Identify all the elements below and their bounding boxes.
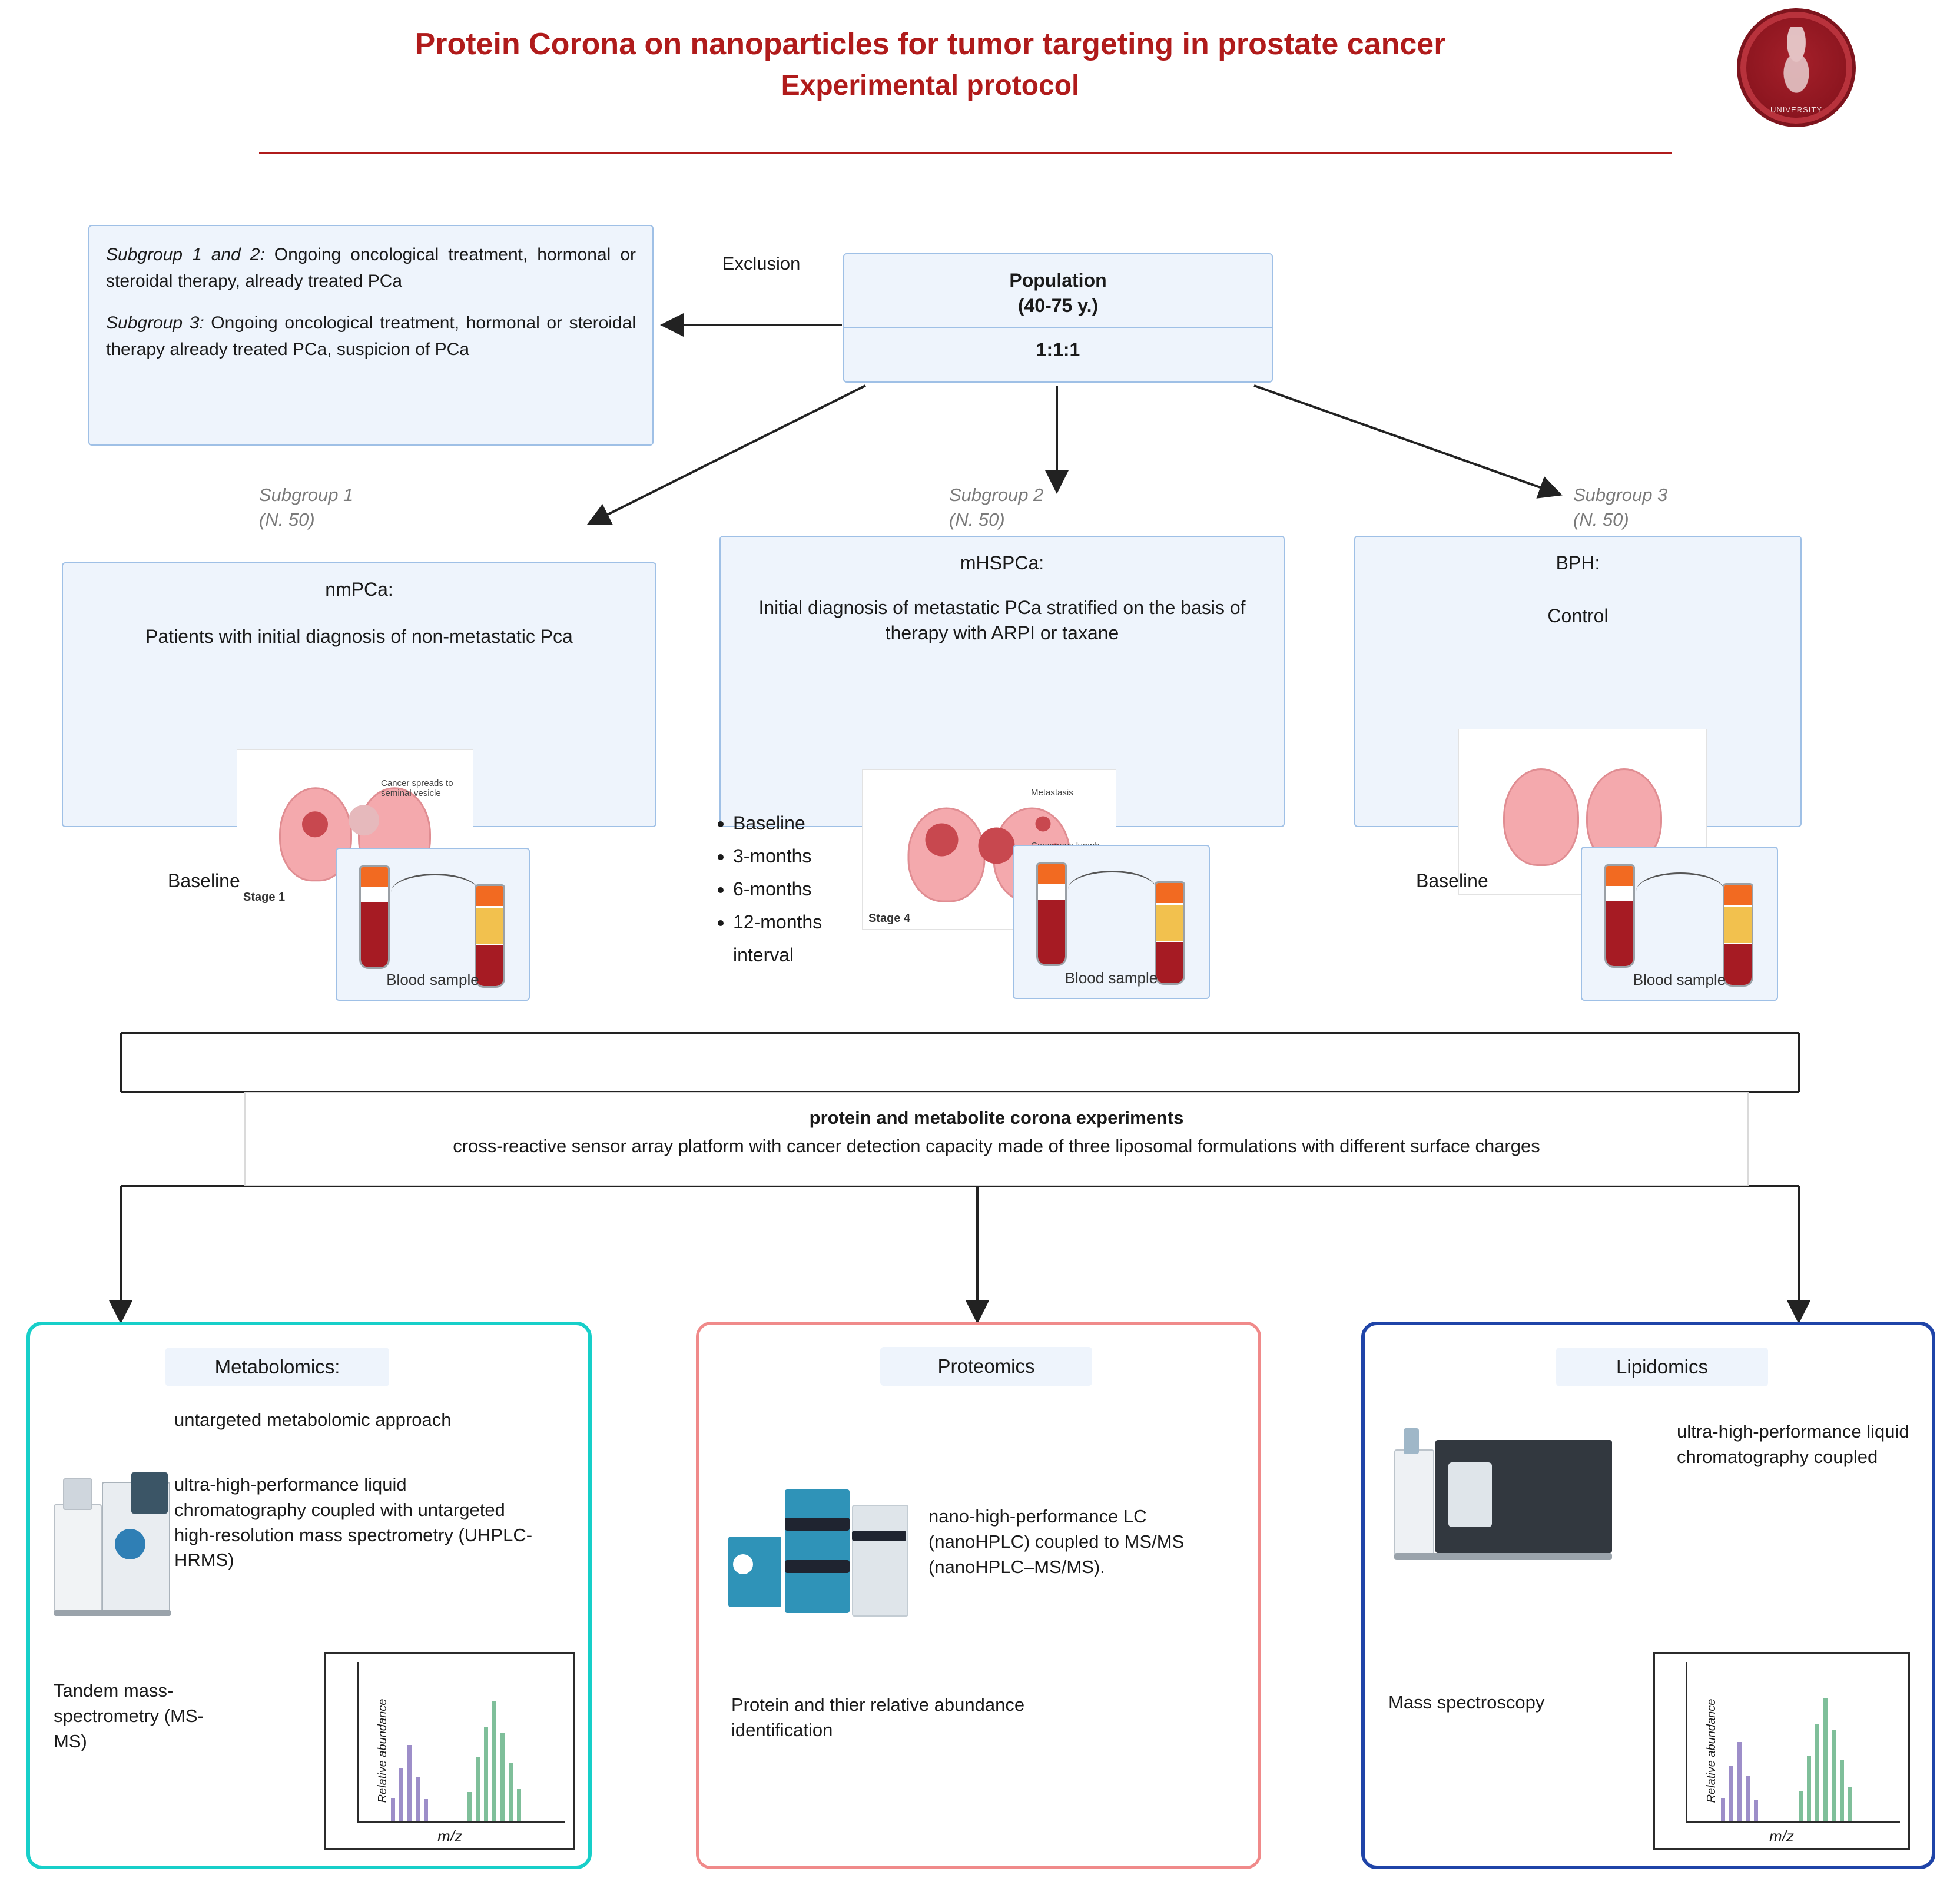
subgroup-1-blood-caption: Blood sample: [386, 971, 479, 988]
subgroup-1-name: Subgroup 1: [259, 485, 354, 505]
lipidomics-line-2: Mass spectroscopy: [1388, 1692, 1545, 1713]
subgroup-2-count: (N. 50): [949, 509, 1005, 530]
subgroup-3-timepoint-label: Baseline: [1416, 870, 1488, 891]
lipidomics-spectrum-chart: [1653, 1652, 1910, 1850]
uhplc-instrument-icon: [54, 1472, 189, 1625]
subgroup-2-illustration-note: Metastasis: [1031, 788, 1073, 798]
spectrum-y-label: Relative abundance: [1704, 1698, 1718, 1803]
proteomics-tag: Proteomics: [880, 1347, 1092, 1386]
exclusion-paragraph-2: [106, 310, 636, 363]
population-title: Population: [1009, 270, 1107, 291]
header-divider: [259, 152, 1672, 154]
process-arrow-icon: [391, 874, 479, 911]
blood-tube-whole-icon: [1604, 864, 1635, 968]
subgroup-1-description: Patients with initial diagnosis of non-metastatic Pca: [145, 626, 573, 647]
timepoint-interval-label: interval: [733, 944, 794, 965]
population-divider: [844, 327, 1272, 328]
subgroup-2-blood-sample-box: [1013, 845, 1210, 999]
metabolomics-tag: Metabolomics:: [165, 1348, 389, 1386]
metabolomics-line-1: untargeted metabolomic approach: [174, 1409, 452, 1430]
corona-experiment-description: cross-reactive sensor array platform with cancer detection capacity made of three liposomal formulations with different surface charges: [453, 1136, 1540, 1156]
nanohplc-instrument-icon: [728, 1472, 911, 1631]
university-logo-icon: [1737, 8, 1856, 127]
logo-label: UNIVERSITY: [1770, 105, 1822, 114]
corona-experiment-title: protein and metabolite corona experiments: [809, 1107, 1184, 1128]
lipidomics-panel: [1361, 1322, 1935, 1869]
subgroup-1-count: (N. 50): [259, 509, 315, 530]
subgroup-3-name: Subgroup 3: [1573, 485, 1668, 505]
page-title: Protein Corona on nanoparticles for tumor targeting in prostate cancer: [414, 27, 1446, 61]
exclusion-criteria-box: [88, 225, 654, 446]
exclusion-arrow-label: Exclusion: [722, 253, 801, 274]
population-age-range: (40-75 y.): [1017, 295, 1099, 316]
lipidomics-line-1: ultra-high-performance liquid chromatography coupled: [1677, 1421, 1909, 1467]
subgroup-1-timepoint-label: Baseline: [168, 870, 240, 891]
subgroup-2-stage-label: Stage 4: [868, 912, 911, 925]
process-arrow-icon: [1636, 872, 1724, 910]
metabolomics-line-2: ultra-high-performance liquid chromatography coupled with untargeted high-resolution mass spectrometry (UHPLC-HRMS): [174, 1474, 533, 1571]
subgroup-2-blood-caption: Blood sample: [1064, 969, 1158, 987]
population-box: [843, 253, 1273, 383]
timepoint-item: • 6-months: [733, 872, 957, 905]
subgroup-1-stage-label: Stage 1: [243, 891, 286, 904]
subgroup-2-label: [949, 483, 1196, 532]
subgroup-2-description: Initial diagnosis of metastatic PCa stratified on the basis of therapy with ARPI or taxane: [758, 597, 1246, 644]
exclusion-subgroup-3-label: Subgroup 3:: [106, 313, 204, 333]
subgroup-3-blood-caption: Blood sample: [1633, 971, 1726, 988]
population-ratio: 1:1:1: [1036, 339, 1080, 360]
subgroup-2-timepoints: [709, 807, 957, 971]
subgroup-3-label: [1573, 483, 1820, 532]
subgroup-1-title: nmPCa:: [325, 579, 393, 600]
spectrum-y-label: Relative abundance: [376, 1698, 389, 1803]
logo-crest-icon: [1767, 27, 1826, 104]
exclusion-subgroup-12-text: Ongoing oncological treatment, hormonal or steroidal therapy, already treated PCa: [106, 245, 636, 291]
subgroup-1-blood-sample-box: [336, 848, 530, 1001]
spectrum-x-label: m/z: [1769, 1827, 1794, 1845]
blood-tube-whole-icon: [1036, 862, 1067, 966]
subgroup-3-blood-sample-box: [1581, 847, 1778, 1001]
page-subtitle: Experimental protocol: [781, 70, 1080, 101]
timepoint-item: • Baseline: [733, 807, 957, 840]
proteomics-line-2: Protein and thier relative abundance identification: [731, 1694, 1025, 1740]
process-arrow-icon: [1068, 871, 1156, 908]
metabolomics-line-3: Tandem mass-spectrometry (MS-MS): [54, 1680, 204, 1751]
subgroup-2-name: Subgroup 2: [949, 485, 1044, 505]
mass-spectrometer-icon: [1394, 1428, 1618, 1575]
lipidomics-tag: Lipidomics: [1556, 1348, 1768, 1386]
subgroup-3-box: [1354, 536, 1802, 827]
subgroup-3-description: Control: [1547, 605, 1609, 626]
spectrum-x-label: m/z: [437, 1827, 462, 1845]
proteomics-line-1: nano-high-performance LC (nanoHPLC) coupled to MS/MS (nanoHPLC–MS/MS).: [928, 1506, 1185, 1577]
exclusion-subgroup-3-text: Ongoing oncological treatment, hormonal or steroidal therapy already treated PCa, suspicion of PCa: [106, 313, 636, 359]
subgroup-3-title: BPH:: [1556, 552, 1600, 573]
exclusion-paragraph-1: [106, 241, 636, 294]
exclusion-subgroup-12-label: Subgroup 1 and 2:: [106, 245, 265, 264]
timepoint-item: • 12-months: [733, 905, 957, 938]
timepoint-item: • 3-months: [733, 840, 957, 872]
blood-tube-whole-icon: [359, 865, 390, 969]
proteomics-panel: [696, 1322, 1261, 1869]
metabolomics-panel: [26, 1322, 592, 1869]
metabolomics-spectrum-chart: [324, 1652, 575, 1850]
subgroup-3-count: (N. 50): [1573, 509, 1629, 530]
corona-experiment-box: [244, 1092, 1749, 1186]
subgroup-1-label: [259, 483, 506, 532]
subgroup-1-illustration-note: Cancer spreads to seminal vesicle: [381, 778, 453, 799]
subgroup-2-title: mHSPCa:: [960, 552, 1044, 573]
